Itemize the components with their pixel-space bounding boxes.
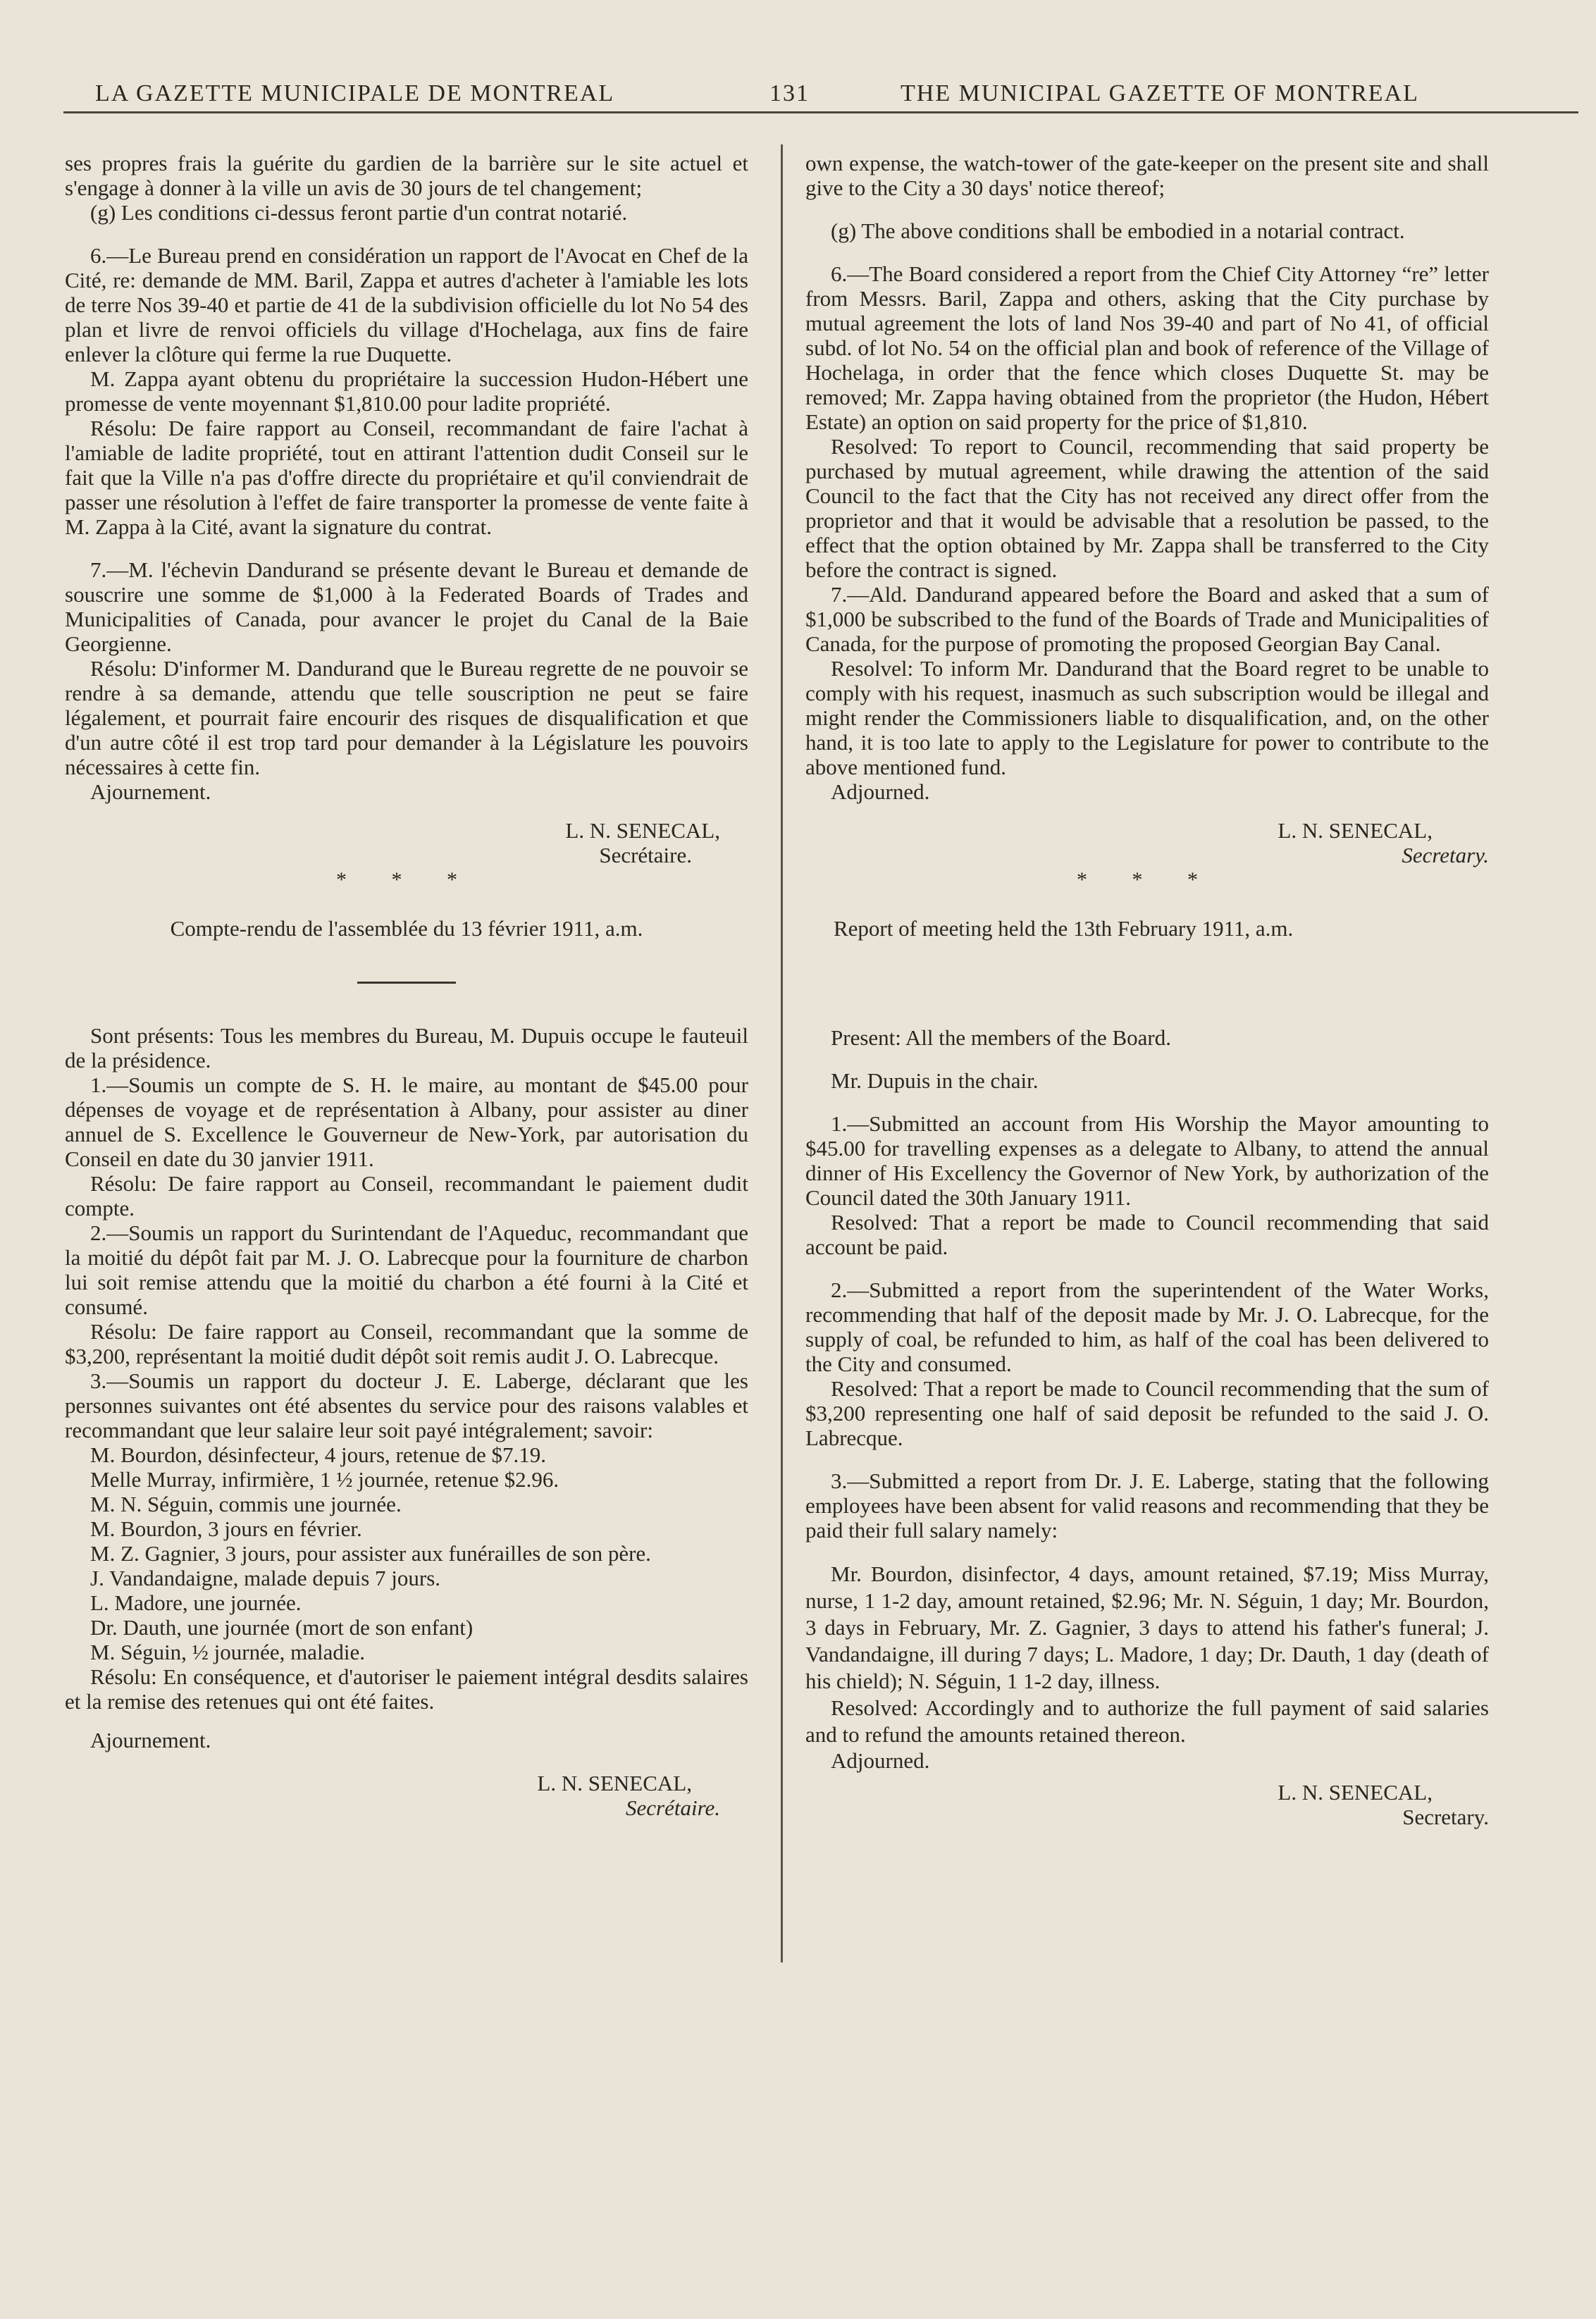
fr-signature-title: Secrétaire. [599, 843, 692, 867]
fr-list-item: M. Z. Gagnier, 3 jours, pour assister aux funérailles de son père. [90, 1541, 651, 1566]
fr-paragraph: Résolu: D'informer M. Dandurand que le Bureau regrette de ne pouvoir se rendre à sa demande, attendu que telle souscription ne peut se faire légalement, et pourrait faire encourir des risques de disqualification et que d'un autre côté il est trop tard pour demander à la Législature les pouvoirs nécessaires à cette fin. [65, 656, 748, 779]
en-section-gap [805, 941, 1489, 1025]
fr-separator-stars: * * * [336, 868, 477, 891]
fr-list-item: Melle Murray, infirmière, 1 ½ journée, retenue $2.96. [90, 1467, 559, 1492]
en-paragraph: Mr. Dupuis in the chair. [831, 1068, 1039, 1093]
english-column [805, 151, 1489, 1829]
fr-paragraph: 1.—Soumis un compte de S. H. le maire, au montant de $45.00 pour dépenses de voyage et de représentation à Albany, pour assister au diner annuel de S. Excellence le Gouverneur de New-York, par autorisation du Conseil en date du 30 janvier 1911. [65, 1072, 748, 1171]
en-paragraph: 2.—Submitted a report from the superintendent of the Water Works, recommending that half of the deposit made by Mr. J. O. Labrecque, for the supply of coal, be refunded to him, as half of the coal has been delivered to the City and consumed. [805, 1278, 1489, 1376]
column-divider [781, 144, 783, 1962]
en-report-title: Report of meeting held the 13th February 1911, a.m. [834, 916, 1294, 941]
en-signature-title: Secretary. [1402, 843, 1489, 867]
en-signature: L. N. SENECAL, [1278, 818, 1433, 843]
fr-paragraph: (g) Les conditions ci-dessus feront partie d'un contrat notarié. [90, 200, 628, 225]
en-paragraph: Resolved: To report to Council, recommending that said property be purchased by mutual agreement, while drawing the attention of the said Council to the fact that the City has not received any direct offer from the proprietor and that it would be advisable that a resolution be passed, to the effect that the option obtained by Mr. Zappa shall be transferred to the City before the contract is signed. [805, 434, 1489, 582]
fr-adjourned: Ajournement. [90, 1728, 211, 1752]
header-rule [63, 111, 1578, 113]
fr-paragraph: 2.—Soumis un rapport du Surintendant de l'Aqueduc, recommandant que la moitié du dépôt fait par M. J. O. Labrecque pour la fourniture de charbon lui soit remise attendu que la moitié du charbon a été fourni à la Cité et consumé. [65, 1220, 748, 1319]
fr-section-rule [357, 982, 456, 984]
en-paragraph: Present: All the members of the Board. [831, 1025, 1171, 1050]
fr-signature: L. N. SENECAL, [565, 818, 720, 843]
header-english-title: THE MUNICIPAL GAZETTE OF MONTREAL [901, 80, 1419, 106]
fr-list-item: M. Bourdon, désinfecteur, 4 jours, retenue de $7.19. [90, 1442, 547, 1467]
fr-paragraph: Résolu: De faire rapport au Conseil, recommandant que la somme de $3,200, représentant la moitié dudit dépôt soit remis audit J. O. Labrecque. [65, 1319, 748, 1368]
fr-signature-title: Secrétaire. [626, 1795, 720, 1820]
fr-paragraph: Résolu: De faire rapport au Conseil, recommandant de faire l'achat à l'amiable de ladite propriété, tout en attirant l'attention dudit Conseil sur le fait que la Ville n'a pas d'offre directe du propriétaire et qu'il conviendrait de passer une résolution à l'effet de faire transporter la promesse de vente faite à M. Zappa à la Cité, avant la signature du contrat. [65, 416, 748, 539]
en-adjourned: Adjourned. [831, 1748, 930, 1773]
fr-paragraph: Résolu: En conséquence, et d'autoriser le paiement intégral desdits salaires et la remise des retenues qui ont été faites. [65, 1664, 748, 1714]
french-column [65, 151, 748, 1820]
fr-list-item: L. Madore, une journée. [90, 1590, 302, 1615]
en-signature: L. N. SENECAL, [1278, 1780, 1433, 1805]
fr-paragraph: 3.—Soumis un rapport du docteur J. E. Laberge, déclarant que les personnes suivantes ont été absentes du service pour des raisons valables et recommandant que leur salaire leur soit payé intégralement; savoir: [65, 1368, 748, 1442]
fr-paragraph: Résolu: De faire rapport au Conseil, recommandant le paiement dudit compte. [65, 1171, 748, 1220]
fr-paragraph: 6.—Le Bureau prend en considération un rapport de l'Avocat en Chef de la Cité, re: demande de MM. Baril, Zappa et autres d'acheter à l'amiable les lots de terre Nos 39-40 et partie de 41 de la subdivision officielle du lot No 54 des plan et livre de renvoi officiels du village d'Hochelaga, aux fins de faire enlever la clôture qui ferme la rue Duquette. [65, 243, 748, 366]
fr-report-title: Compte-rendu de l'assemblée du 13 février 1911, a.m. [170, 916, 643, 941]
fr-paragraph: M. Zappa ayant obtenu du propriétaire la succession Hudon-Hébert une promesse de vente moyennant $1,810.00 pour ladite propriété. [65, 366, 748, 416]
fr-paragraph: Sont présents: Tous les membres du Bureau, M. Dupuis occupe le fauteuil de la présidence. [65, 1023, 748, 1072]
fr-adjourned: Ajournement. [90, 779, 211, 804]
en-paragraph: Resolved: Accordingly and to authorize the full payment of said salaries and to refund the amounts retained thereon. [805, 1695, 1489, 1747]
en-paragraph: 3.—Submitted a report from Dr. J. E. Laberge, stating that the following employees have been absent for valid reasons and recommending that they be paid their full salary namely: [805, 1468, 1489, 1542]
fr-signature: L. N. SENECAL, [537, 1771, 692, 1795]
page-number: 131 [769, 80, 810, 106]
en-paragraph: (g) The above conditions shall be embodied in a notarial contract. [831, 218, 1405, 243]
fr-list-item: M. Bourdon, 3 jours en février. [90, 1516, 362, 1541]
en-paragraph: Resolved: That a report be made to Council recommending that said account be paid. [805, 1210, 1489, 1259]
en-paragraph: Resolvel: To inform Mr. Dandurand that the Board regret to be unable to comply with his request, inasmuch as such subscription would be illegal and might render the Commissioners liable to disqualification, and, on the other hand, it is too late to apply to the Legislature for power to contribute to the above mentioned fund. [805, 656, 1489, 779]
en-paragraph: 7.—Ald. Dandurand appeared before the Board and asked that a sum of $1,000 be subscribed to the fund of the Boards of Trade and Municipalities of Canada, for the purpose of promoting the proposed Georgian Bay Canal. [805, 582, 1489, 656]
en-adjourned: Adjourned. [831, 779, 930, 804]
fr-paragraph: 7.—M. l'échevin Dandurand se présente devant le Bureau et demande de souscrire une somme de $1,000 à la Federated Boards of Trades and Municipalities of Canada, pour avancer le projet du Canal de la Baie Georgienne. [65, 557, 748, 656]
header-french-title: LA GAZETTE MUNICIPALE DE MONTREAL [95, 80, 615, 106]
fr-list-item: Dr. Dauth, une journée (mort de son enfant) [90, 1615, 474, 1640]
fr-list-item: J. Vandandaigne, malade depuis 7 jours. [90, 1566, 441, 1590]
en-separator-stars: * * * [1077, 868, 1218, 891]
fr-list-item: M. N. Séguin, commis une journée. [90, 1492, 402, 1516]
en-paragraph: Mr. Bourdon, disinfector, 4 days, amount retained, $7.19; Miss Murray, nurse, 1 1-2 day, amount retained, $2.96; Mr. N. Séguin, 1 day; Mr. Bourdon, 3 days in February, Mr. Z. Gagnier, 3 days to attend his father's funeral; J. Vandandaigne, ill during 7 days; L. Madore, 1 day; Dr. Dauth, 1 day (death of his chield); N. Séguin, 1 1-2 day, illness. [805, 1562, 1489, 1693]
en-paragraph: 6.—The Board considered a report from the Chief City Attorney “re” letter from Messrs. Baril, Zappa and others, asking that the City purchase by mutual agreement the lots of land Nos 39-40 and part of No 41, of official subd. of lot No. 54 on the official plan and book of reference of the Village of Hochelaga, in order that the fence which closes Duquette St. may be removed; Mr. Zappa having obtained from the proprietor (the Hudon, Hébert Estate) an option on said property for the price of $1,810. [805, 261, 1489, 434]
fr-list-item: M. Séguin, ½ journée, maladie. [90, 1640, 365, 1664]
fr-paragraph: ses propres frais la guérite du gardien de la barrière sur le site actuel et s'engage à donner à la ville un avis de 30 jours de tel changement; [65, 151, 748, 200]
en-paragraph: 1.—Submitted an account from His Worship the Mayor amounting to $45.00 for travelling expenses as a delegate to Albany, to attend the annual dinner of His Excellency the Governor of New York, by authorization of the Council dated the 30th January 1911. [805, 1111, 1489, 1210]
en-paragraph: Resolved: That a report be made to Council recommending that the sum of $3,200 representing one half of said deposit be refunded to the said J. O. Labrecque. [805, 1376, 1489, 1450]
en-paragraph: own expense, the watch-tower of the gate-keeper on the present site and shall give to the City a 30 days' notice thereof; [805, 151, 1489, 200]
en-signature-title: Secretary. [1402, 1805, 1489, 1829]
